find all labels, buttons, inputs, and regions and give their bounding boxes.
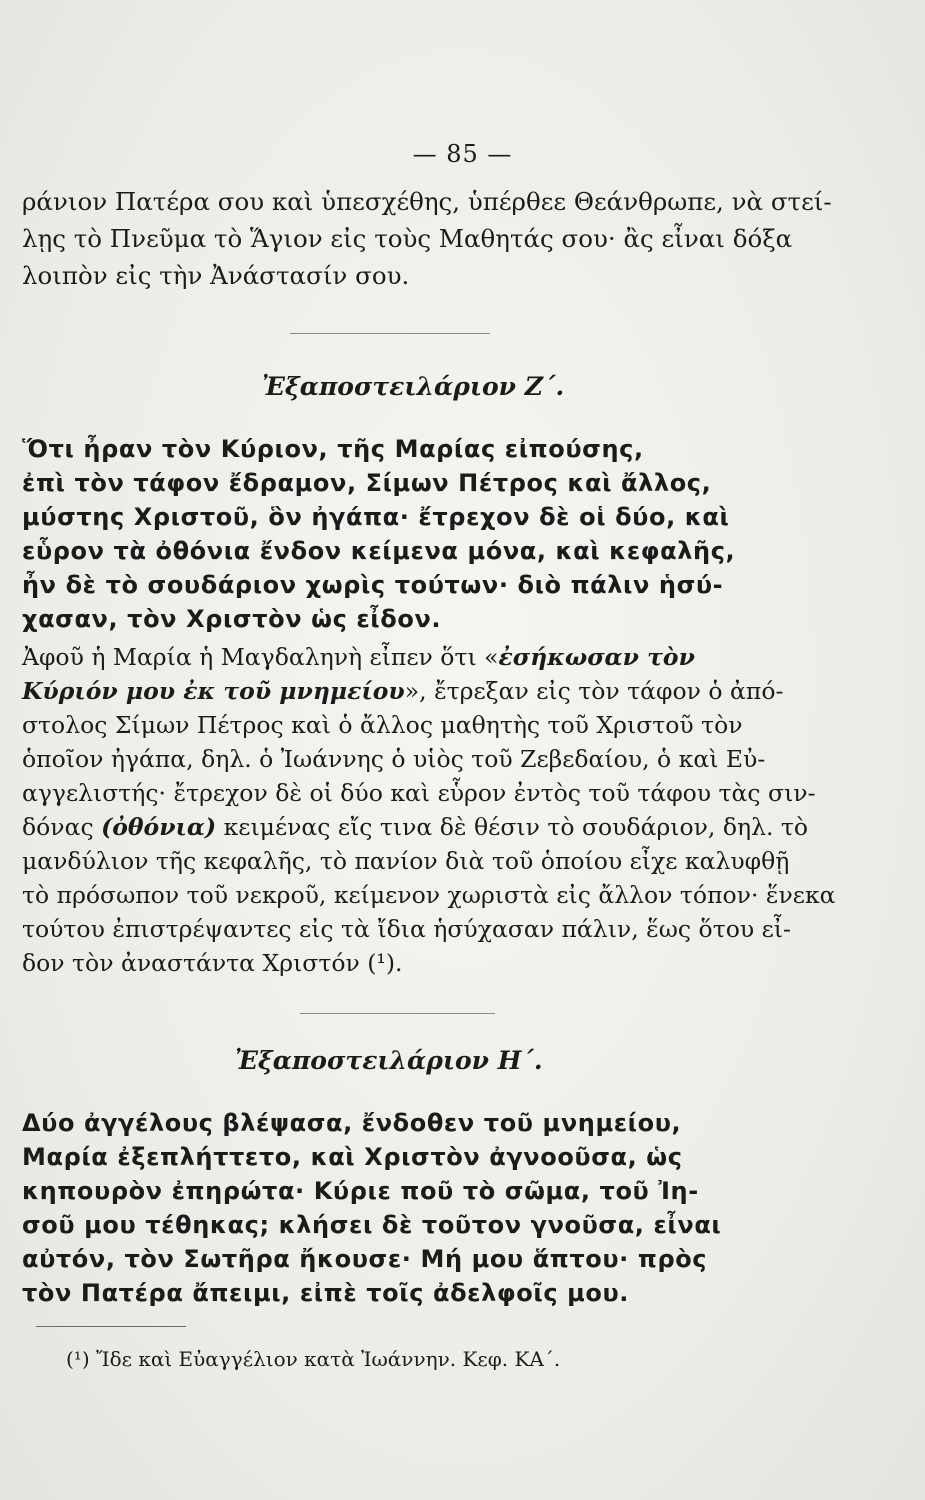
text-line: μανδύλιον τῆς κεφαλῆς, τὸ πανίον διὰ τοῦ ὁποίου εἶχε καλυφθῇ: [22, 847, 790, 875]
text-line: τούτου ἐπιστρέψαντες εἰς τὰ ἴδια ἡσύχασαν πάλιν, ἕως ὅτου εἶ-: [22, 915, 791, 943]
footnote-text: Ἴδε καὶ Εὐαγγέλιον κατὰ Ἰωάννην. Κεφ. ΚΑ΄.: [89, 1347, 561, 1371]
text-line: [22, 810, 809, 844]
text-run: Ἀφοῦ ἡ Μαρία ἡ Μαγδαληνὴ εἶπεν ὅτι «: [22, 643, 499, 671]
section-heading-z: Ἐξαποστειλάριον Ζ΄.: [262, 372, 565, 401]
hymn-line: ἐπὶ τὸν τάφον ἔδραμον, Σίμων Πέτρος καὶ ἄλλος,: [22, 469, 712, 497]
text-line: λῃς τὸ Πνεῦμα τὸ Ἅγιον εἰς τοὺς Μαθητάς σου· ἂς εἶναι δόξα: [22, 224, 793, 253]
text-line: στολος Σίμων Πέτρος καὶ ὁ ἄλλος μαθητὴς τοῦ Χριστοῦ τὸν: [22, 711, 743, 739]
commentary-paragraph: [22, 640, 836, 980]
footnote-divider: [36, 1326, 186, 1327]
emphasis-text: (ὀθόνια): [101, 813, 217, 841]
text-line: [22, 640, 782, 674]
hymn-h: [22, 1106, 782, 1310]
text-line: τὸ πρόσωπον τοῦ νεκροῦ, κείμενον χωριστὰ εἰς ἄλλον τόπον· ἕνεκα: [22, 881, 836, 909]
hymn-line: Δύο ἀγγέλους βλέψασα, ἔνδοθεν τοῦ μνημείου,: [22, 1109, 682, 1137]
hymn-line: τὸν Πατέρα ἄπειμι, εἰπὲ τοῖς ἀδελφοῖς μου.: [22, 1279, 629, 1307]
hymn-line: χασαν, τὸν Χριστὸν ὡς εἶδον.: [22, 605, 442, 633]
quoted-text: ἐσήκωσαν τὸν: [498, 643, 695, 671]
hymn-line: εὗρον τὰ ὀθόνια ἔνδον κείμενα μόνα, καὶ κεφαλῆς,: [22, 537, 736, 565]
text-line: [22, 674, 782, 708]
section-divider: [290, 333, 490, 334]
quoted-text: Κύριόν μου ἐκ τοῦ μνημείου: [22, 677, 405, 705]
page-number: — 85 —: [412, 140, 513, 168]
section-heading-h: Ἐξαποστειλάριον Η΄.: [235, 1046, 543, 1075]
hymn-line: σοῦ μου τέθηκας; κλήσει δὲ τοῦτον γνοῦσα, εἶναι: [22, 1211, 722, 1239]
text-line: ὁποῖον ἠγάπα, δηλ. ὁ Ἰωάννης ὁ υἱὸς τοῦ Ζεβεδαίου, ὁ καὶ Εὐ-: [22, 745, 766, 773]
text-line: δον τὸν ἀναστάντα Χριστόν (¹).: [22, 949, 403, 977]
footnote-marker: (¹): [66, 1347, 90, 1371]
text-run: δόνας: [22, 813, 102, 841]
hymn-line: αὐτόν, τὸν Σωτῆρα ἤκουσε· Μή μου ἅπτου· πρὸς: [22, 1245, 708, 1273]
hymn-line: Ὅτι ἦραν τὸν Κύριον, τῆς Μαρίας εἰπούσης,: [22, 435, 644, 463]
hymn-line: μύστης Χριστοῦ, ὃν ἠγάπα· ἔτρεχον δὲ οἱ δύο, καὶ: [22, 503, 730, 531]
footnote: [66, 1347, 560, 1371]
text-line: ράνιον Πατέρα σου καὶ ὑπεσχέθης, ὑπέρθεε Θεάνθρωπε, νὰ στεί-: [22, 187, 832, 216]
hymn-line: ἦν δὲ τὸ σουδάριον χωρὶς τούτων· διὸ πάλιν ἡσύ-: [22, 571, 724, 599]
text-line: λοιπὸν εἰς τὴν Ἀνάστασίν σου.: [22, 261, 410, 290]
text-line: αγγελιστής· ἔτρεχον δὲ οἱ δύο καὶ εὗρον ἐντὸς τοῦ τάφου τὰς σιν-: [22, 779, 816, 807]
hymn-line: Μαρία ἐξεπλήττετο, καὶ Χριστὸν ἀγνοοῦσα, ὡς: [22, 1143, 683, 1171]
intro-paragraph: [22, 183, 832, 294]
section-divider: [300, 1013, 495, 1014]
hymn-z: [22, 432, 782, 636]
hymn-line: κηπουρὸν ἐπηρώτα· Κύριε ποῦ τὸ σῶμα, τοῦ Ἰη-: [22, 1177, 699, 1205]
text-run: », ἔτρεξαν εἰς τὸν τάφον ὁ ἀπό-: [404, 677, 784, 705]
text-run: κειμένας εἴς τινα δὲ θέσιν τὸ σουδάριον, δηλ. τὸ: [216, 813, 809, 841]
